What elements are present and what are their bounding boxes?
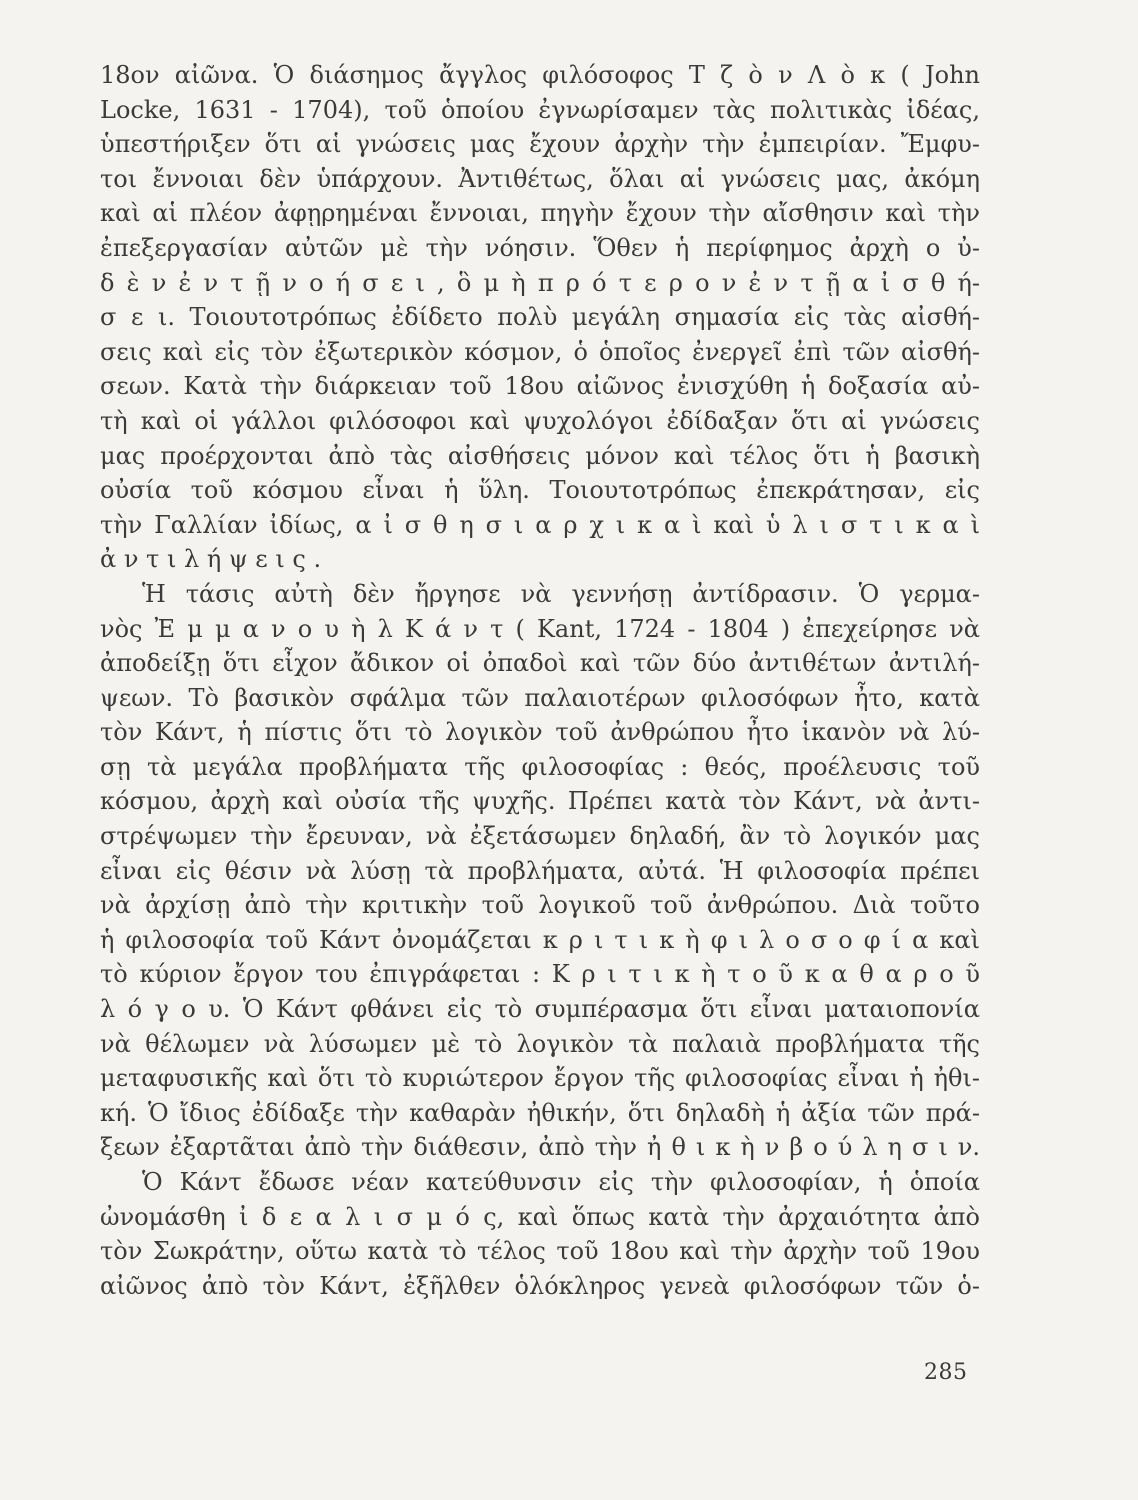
text-line: νὸς Ἐ μ μ α ν ο υ ὴ λ Κ ά ν τ ( Kant, 1724 - 1804 ) ἐπεχείρησε νὰ (100, 614, 980, 643)
text-line: σεων. Κατὰ τὴν διάρκειαν τοῦ 18ου αἰῶνος ἐνισχύθη ἡ δοξασία αὐ- (100, 372, 980, 401)
text-line: τοι ἔννοιαι δὲν ὑπάρχουν. Ἀντιθέτως, ὅλαι αἱ γνώσεις μας, ἀκόμη (100, 164, 980, 193)
text-line: τὸν Σωκράτην, οὕτω κατὰ τὸ τέλος τοῦ 18ου καὶ τὴν ἀρχὴν τοῦ 19ου (100, 1237, 980, 1266)
text-line: οὐσία τοῦ κόσμου εἶναι ἡ ὕλη. Τοιουτοτρόπως ἐπεκράτησαν, εἰς (100, 476, 980, 505)
text-line: κόσμου, ἀρχὴ καὶ οὐσία τῆς ψυχῆς. Πρέπει κατὰ τὸν Κάντ, νὰ ἀντι- (100, 787, 980, 816)
text-line: νὰ ἀρχίσῃ ἀπὸ τὴν κριτικὴν τοῦ λογικοῦ τοῦ ἀνθρώπου. Διὰ τοῦτο (100, 891, 980, 920)
text-line: αἰῶνος ἀπὸ τὸν Κάντ, ἐξῆλθεν ὁλόκληρος γενεὰ φιλοσόφων τῶν ὁ- (100, 1271, 980, 1300)
text-line: σεις καὶ εἰς τὸν ἐξωτερικὸν κόσμον, ὁ ὁποῖος ἐνεργεῖ ἐπὶ τῶν αἰσθή- (100, 337, 980, 366)
text-line: Locke, 1631 - 1704), τοῦ ὁποίου ἐγνωρίσαμεν τὰς πολιτικὰς ἰδέας, (100, 95, 980, 124)
text-line: ἀποδείξῃ ὅτι εἶχον ἄδικον οἱ ὀπαδοὶ καὶ τῶν δύο ἀντιθέτων ἀντιλή- (100, 649, 980, 678)
text-line: ὑπεστήριξεν ὅτι αἱ γνώσεις μας ἔχουν ἀρχὴν τὴν ἐμπειρίαν. Ἔμφυ- (100, 130, 980, 159)
paragraph-start: Ὁ Κάντ ἔδωσε νέαν κατεύθυνσιν εἰς τὴν φιλοσοφίαν, ἡ ὁποία (142, 1168, 980, 1196)
text-line: τὸν Κάντ, ἡ πίστις ὅτι τὸ λογικὸν τοῦ ἀνθρώπου ἦτο ἱκανὸν νὰ λύ- (100, 718, 980, 747)
text-line: ὠνομάσθη ἰ δ ε α λ ι σ μ ό ς, καὶ ὅπως κατὰ τὴν ἀρχαιότητα ἀπὸ (100, 1202, 980, 1231)
text-line: νὰ θέλωμεν νὰ λύσωμεν μὲ τὸ λογικὸν τὰ παλαιὰ προβλήματα τῆς (100, 1029, 980, 1058)
text-line: μας προέρχονται ἀπὸ τὰς αἰσθήσεις μόνον καὶ τέλος ὅτι ἡ βασικὴ (100, 441, 980, 470)
text-line: σῃ τὰ μεγάλα προβλήματα τῆς φιλοσοφίας : θεός, προέλευσις τοῦ (100, 752, 980, 781)
text-line: λ ό γ ο υ. Ὁ Κάντ φθάνει εἰς τὸ συμπέρασμα ὅτι εἶναι ματαιοπονία (100, 995, 980, 1024)
text-line: ἐπεξεργασίαν αὐτῶν μὲ τὴν νόησιν. Ὅθεν ἡ περίφημος ἀρχὴ ο ὐ- (100, 233, 980, 262)
text-line: μεταφυσικῆς καὶ ὅτι τὸ κυριώτερον ἔργον τῆς φιλοσοφίας εἶναι ἡ ἠθι- (100, 1064, 980, 1093)
text-line: κή. Ὁ ἴδιος ἐδίδαξε τὴν καθαρὰν ἠθικήν, ὅτι δηλαδὴ ἡ ἀξία τῶν πρά- (100, 1098, 980, 1127)
text-line: καὶ αἱ πλέον ἀφῃρημέναι ἔννοιαι, πηγὴν ἔχουν τὴν αἴσθησιν καὶ τὴν (100, 199, 980, 228)
body-text (100, 58, 980, 1303)
text-line: ἀ ν τ ι λ ή ψ ε ι ς . (100, 545, 322, 574)
text-line: τὴ καὶ οἱ γάλλοι φιλόσοφοι καὶ ψυχολόγοι ἐδίδαξαν ὅτι αἱ γνώσεις (100, 406, 980, 435)
text-line: 18ον αἰῶνα. Ὁ διάσημος ἄγγλος φιλόσοφος Τ ζ ὸ ν Λ ὸ κ ( John (100, 61, 980, 89)
text-line: στρέψωμεν τὴν ἔρευναν, νὰ ἐξετάσωμεν δηλαδή, ἂν τὸ λογικόν μας (100, 822, 980, 851)
text-line: ἡ φιλοσοφία τοῦ Κάντ ὀνομάζεται κ ρ ι τ ι κ ὴ φ ι λ ο σ ο φ ί α καὶ (100, 925, 980, 954)
text-line: δ ὲ ν ἐ ν τ ῇ ν ο ή σ ε ι , ὃ μ ὴ π ρ ό τ ε ρ ο ν ἐ ν τ ῇ α ἰ σ θ ή- (100, 268, 980, 297)
text-line: σ ε ι. Τοιουτοτρόπως ἐδίδετο πολὺ μεγάλη σημασία εἰς τὰς αἰσθή- (100, 303, 980, 332)
page-number: 285 (924, 1360, 968, 1385)
text-line: ψεων. Τὸ βασικὸν σφάλμα τῶν παλαιοτέρων φιλοσόφων ἦτο, κατὰ (100, 683, 980, 712)
text-line: τὴν Γαλλίαν ἰδίως, α ἰ σ θ η σ ι α ρ χ ι κ α ὶ καὶ ὑ λ ι σ τ ι κ α ὶ (100, 510, 980, 539)
paragraph-start: Ἡ τάσις αὐτὴ δὲν ἤργησε νὰ γεννήσῃ ἀντίδρασιν. Ὁ γερμα- (142, 579, 980, 608)
text-line: τὸ κύριον ἔργον του ἐπιγράφεται : Κ ρ ι τ ι κ ὴ τ ο ῦ κ α θ α ρ ο ῦ (100, 960, 980, 989)
text-line: εἶναι εἰς θέσιν νὰ λύσῃ τὰ προβλήματα, αὐτά. Ἡ φιλοσοφία πρέπει (100, 856, 980, 885)
text-line: ξεων ἐξαρτᾶται ἀπὸ τὴν διάθεσιν, ἀπὸ τὴν ἠ θ ι κ ὴ ν β ο ύ λ η σ ι ν. (100, 1133, 980, 1162)
